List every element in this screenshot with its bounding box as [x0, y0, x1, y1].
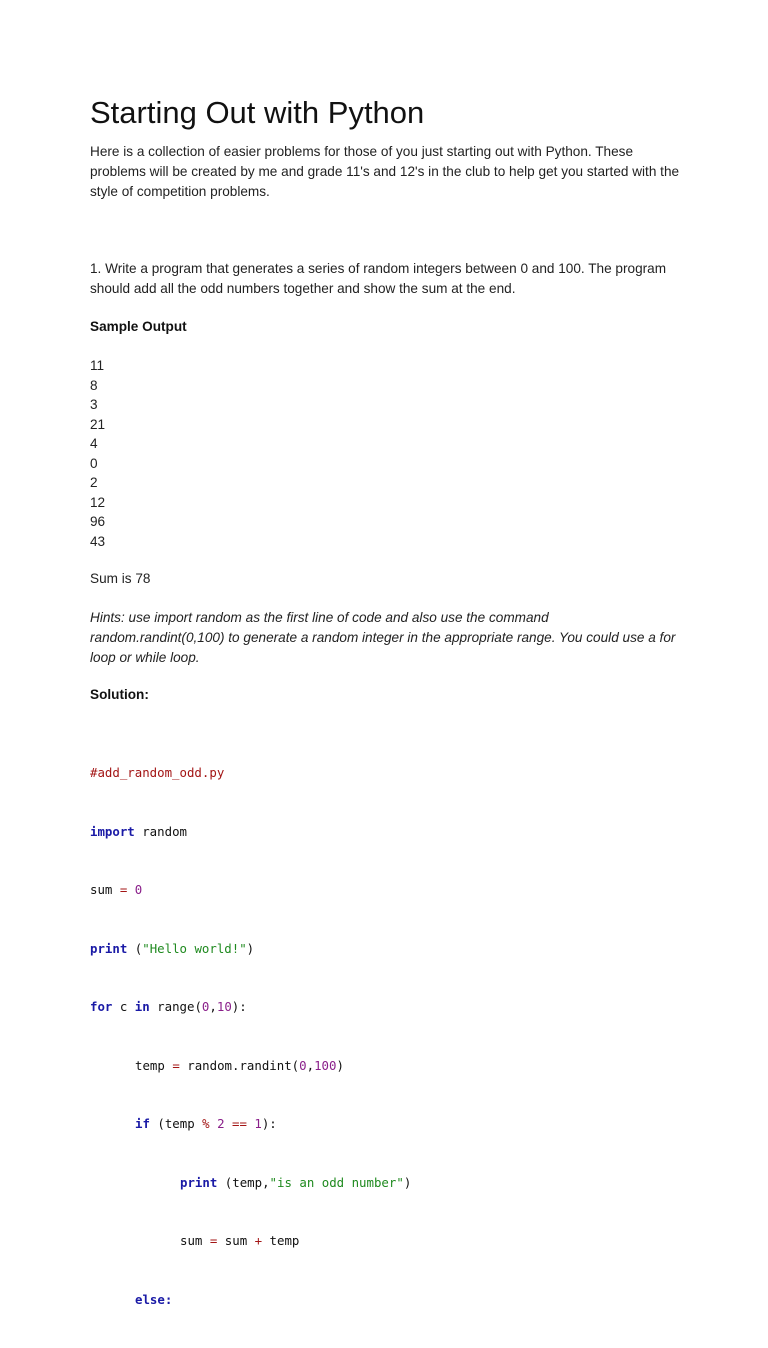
- code-text: ): [246, 940, 255, 956]
- sample-output-number: 8: [90, 377, 98, 393]
- hints-paragraph: Hints: use import random as the first line of code and also use the command random.randint(0,100) to generate a random integer in the appropriate range. You could use a for loop or while loop.: [90, 610, 676, 665]
- sample-output-sum: Sum is 78: [90, 571, 151, 586]
- code-keyword: import: [90, 823, 135, 839]
- code-keyword: in: [134, 999, 150, 1014]
- sample-output-heading: Sample Output: [90, 319, 187, 334]
- code-number: 0: [127, 882, 143, 897]
- code-line: [90, 1114, 411, 1134]
- code-text: (temp,: [217, 1174, 270, 1190]
- code-text: (temp: [149, 1116, 203, 1131]
- solution-heading: Solution:: [90, 687, 149, 702]
- code-keyword: else:: [135, 1291, 173, 1307]
- code-operator: =: [119, 882, 128, 897]
- code-operator: =: [172, 1057, 180, 1073]
- code-comment: #add_random_odd.py: [90, 765, 225, 780]
- code-number: 10: [216, 999, 232, 1014]
- code-number: 0: [299, 1057, 307, 1073]
- code-text: random.randint(: [179, 1057, 300, 1073]
- code-line: [90, 997, 411, 1017]
- code-number: 100: [314, 1057, 337, 1073]
- intro-paragraph: Here is a collection of easier problems for those of you just starting out with Python. These problems will be created by me and grade 11's and 12's in the club to help get you started with the style of competition problems.: [90, 144, 680, 199]
- code-line: [90, 1290, 411, 1310]
- code-text: range(: [149, 999, 202, 1014]
- code-text: sum: [90, 882, 120, 897]
- code-text: c: [112, 999, 135, 1014]
- code-line: [90, 880, 411, 900]
- problem-statement: 1. Write a program that generates a series of random integers between 0 and 100. The program should add all the odd numbers together and show the sum at the end.: [90, 261, 667, 296]
- solution-code-block: [90, 724, 411, 1348]
- code-line: [90, 1173, 411, 1193]
- code-operator: %: [202, 1116, 210, 1131]
- code-number: 2: [209, 1116, 232, 1131]
- code-keyword: if: [135, 1116, 150, 1131]
- code-number: 0: [201, 999, 210, 1014]
- code-string: "is an odd number": [269, 1174, 404, 1190]
- sample-output-list: [90, 356, 105, 551]
- code-text: sum: [180, 1233, 210, 1248]
- page-title: Starting Out with Python: [90, 95, 425, 130]
- code-text: temp: [135, 1057, 173, 1073]
- sample-output-number: 3: [90, 397, 98, 412]
- code-line: [90, 939, 411, 959]
- code-text: ):: [261, 1116, 277, 1131]
- sample-output-number: 0: [90, 455, 98, 471]
- sample-output-number: 96: [90, 514, 106, 529]
- code-operator: ==: [232, 1116, 247, 1131]
- code-text: ): [403, 1174, 412, 1190]
- code-text: sum: [217, 1233, 255, 1248]
- code-text: ,: [209, 999, 217, 1014]
- code-number: 1: [246, 1116, 262, 1131]
- code-operator: +: [254, 1233, 263, 1248]
- code-text: ):: [231, 999, 247, 1014]
- sample-output-number: 4: [90, 436, 98, 451]
- code-keyword: print: [180, 1174, 218, 1190]
- code-text: ): [336, 1057, 344, 1073]
- sample-output-number: 11: [90, 358, 105, 373]
- code-string: "Hello world!": [142, 940, 247, 956]
- sample-output-number: 21: [90, 416, 106, 432]
- code-line: [90, 1231, 411, 1251]
- code-text: (: [127, 940, 143, 956]
- code-text: temp: [262, 1233, 300, 1248]
- code-line: [90, 763, 411, 783]
- sample-output-number: 2: [90, 475, 98, 490]
- sample-output-number: 12: [90, 494, 106, 510]
- code-text: ,: [306, 1057, 315, 1073]
- code-line: [90, 822, 411, 842]
- sample-output-number: 43: [90, 533, 106, 549]
- code-text: random: [134, 823, 187, 839]
- code-line: [90, 1056, 411, 1076]
- code-keyword: print: [90, 940, 128, 956]
- code-operator: =: [209, 1233, 218, 1248]
- code-keyword: for: [90, 999, 113, 1014]
